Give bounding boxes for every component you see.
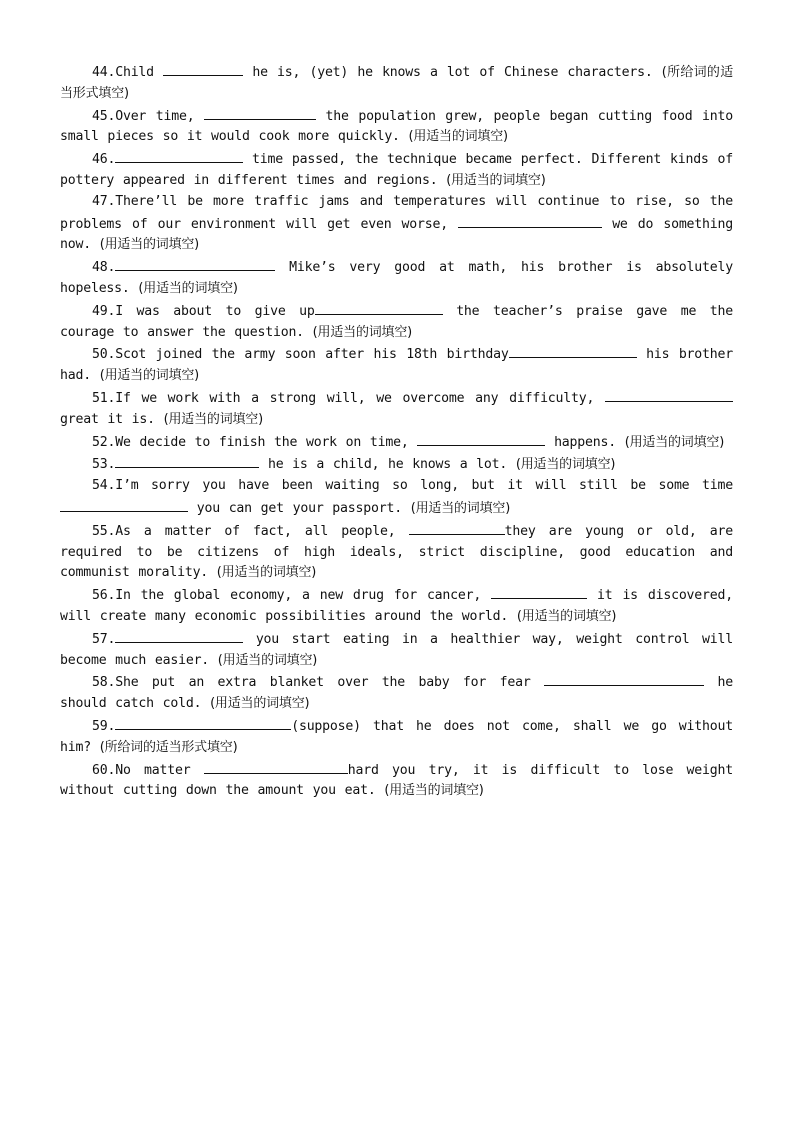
question-number: 56. — [92, 588, 116, 604]
question-instruction: (用适当的词填空) — [216, 565, 317, 581]
question-instruction: (用适当的词填空) — [138, 280, 238, 296]
answer-blank[interactable] — [509, 343, 637, 358]
question-number: 57. — [92, 631, 116, 647]
question-number: 55. — [92, 523, 116, 539]
question-number: 53. — [92, 457, 116, 473]
question-instruction: (所给词的适当形式填空) — [99, 739, 238, 755]
question-51 — [60, 387, 733, 431]
answer-blank[interactable] — [60, 497, 188, 512]
question-text-after: the teacher’s praise gave me the courage to answer the question. — [60, 303, 733, 340]
question-text-before: No matter — [115, 762, 204, 778]
worksheet — [60, 61, 733, 802]
answer-blank[interactable] — [163, 61, 243, 76]
answer-blank[interactable] — [605, 387, 733, 402]
question-instruction: (用适当的词填空) — [217, 652, 318, 668]
question-54 — [60, 476, 733, 520]
question-45 — [60, 105, 733, 149]
question-number: 49. — [92, 303, 116, 319]
question-57 — [60, 628, 733, 672]
question-instruction: (用适当的词填空) — [210, 696, 310, 712]
question-text-after: he should catch cold. — [60, 675, 733, 712]
question-text-before: As a matter of fact, all people, — [115, 523, 409, 539]
question-text-before: We decide to finish the work on time, — [115, 434, 418, 450]
question-number: 44. — [92, 65, 116, 80]
question-number: 48. — [92, 260, 116, 276]
question-instruction: (用适当的词填空) — [624, 434, 725, 450]
question-text-after: hard you try, it is difficult to lose weight without cutting down the amount you eat. — [60, 762, 733, 799]
question-56 — [60, 584, 733, 628]
question-number: 54. — [92, 478, 116, 494]
question-text-before: I was about to give up — [115, 303, 315, 319]
question-text-after: we do something now. — [60, 216, 733, 253]
question-number: 60. — [92, 762, 116, 778]
question-text-before: If we work with a strong will, we overcome any difficulty, — [115, 390, 605, 406]
question-number: 52. — [92, 434, 116, 450]
question-instruction: (用适当的词填空) — [99, 368, 200, 384]
question-text-after: it is discovered, will create many economic possibilities around the world. — [60, 588, 733, 624]
question-59 — [60, 715, 733, 759]
question-text-after: he is, (yet) he knows a lot of Chinese characters. — [243, 65, 662, 80]
question-text-before: Child — [115, 65, 164, 80]
question-number: 47. — [92, 193, 116, 209]
question-instruction: (用适当的词填空) — [99, 237, 200, 253]
answer-blank[interactable] — [115, 453, 259, 468]
answer-blank[interactable] — [417, 431, 545, 446]
question-number: 50. — [92, 347, 116, 363]
question-instruction: (用适当的词填空) — [408, 129, 508, 145]
question-text-after: Mike’s very good at math, his brother is absolutely hopeless. — [60, 260, 733, 296]
question-instruction: (所给词的适当形式填空) — [60, 65, 734, 101]
question-text-after: the population grew, people began cutting food into small pieces so it would cook more quickly. — [60, 108, 733, 145]
question-44 — [60, 61, 733, 105]
question-instruction: (用适当的词填空) — [163, 411, 263, 427]
question-text-before: In the global economy, a new drug for cancer, — [115, 588, 492, 604]
answer-blank[interactable] — [115, 148, 243, 163]
question-55 — [60, 520, 733, 584]
question-text-after: his brother had. — [60, 347, 733, 384]
question-60 — [60, 759, 733, 803]
answer-blank[interactable] — [115, 628, 243, 643]
question-text-before: Over time, — [115, 108, 204, 124]
question-text-before: Scot joined the army soon after his 18th birthday — [115, 347, 509, 363]
question-number: 58. — [92, 675, 116, 691]
answer-blank[interactable] — [409, 520, 505, 535]
answer-blank[interactable] — [458, 213, 602, 228]
question-50 — [60, 343, 733, 387]
question-instruction: (用适当的词填空) — [384, 783, 484, 799]
question-52 — [60, 431, 733, 454]
question-number: 46. — [92, 152, 116, 168]
question-instruction: (用适当的词填空) — [515, 457, 616, 473]
question-text-after: (suppose) that he does not come, shall we go without him? — [60, 718, 733, 755]
question-text-after: you can get your passport. — [188, 500, 411, 516]
question-text-after: they are young or old, are required to be citizens of high ideals, strict discipline, good education and communist morality. — [60, 523, 733, 581]
question-47 — [60, 192, 733, 256]
answer-blank[interactable] — [115, 715, 291, 730]
question-48 — [60, 256, 733, 300]
question-instruction: (用适当的词填空) — [410, 500, 511, 516]
question-number: 51. — [92, 390, 116, 406]
question-58 — [60, 671, 733, 715]
question-text-after: happens. — [545, 434, 625, 450]
answer-blank[interactable] — [491, 584, 587, 599]
answer-blank[interactable] — [315, 300, 443, 315]
question-number: 45. — [92, 108, 116, 124]
question-text-after: he is a child, he knows a lot. — [259, 457, 516, 473]
question-text-before: I’m sorry you have been waiting so long, but it will still be some time — [115, 478, 733, 494]
question-text-after: you start eating in a healthier way, weight control will become much easier. — [60, 631, 733, 668]
answer-blank[interactable] — [544, 671, 704, 686]
question-instruction: (用适当的词填空) — [312, 324, 413, 340]
answer-blank[interactable] — [204, 105, 316, 120]
question-instruction: (用适当的词填空) — [516, 608, 617, 624]
question-46 — [60, 148, 733, 192]
question-text-after: time passed, the technique became perfect. Different kinds of pottery appeared in different times and regions. — [60, 152, 733, 188]
answer-blank[interactable] — [115, 256, 275, 271]
question-number: 59. — [92, 718, 116, 734]
question-text-before: She put an extra blanket over the baby for fear — [115, 675, 545, 691]
question-text-before: There’ll be more traffic jams and temperatures will continue to rise, so the problems of our environment will get even worse, — [60, 193, 733, 232]
question-instruction: (用适当的词填空) — [446, 172, 546, 188]
answer-blank[interactable] — [204, 759, 348, 774]
question-49 — [60, 300, 733, 344]
question-53 — [60, 453, 733, 476]
question-text-after: great it is. — [60, 411, 164, 427]
